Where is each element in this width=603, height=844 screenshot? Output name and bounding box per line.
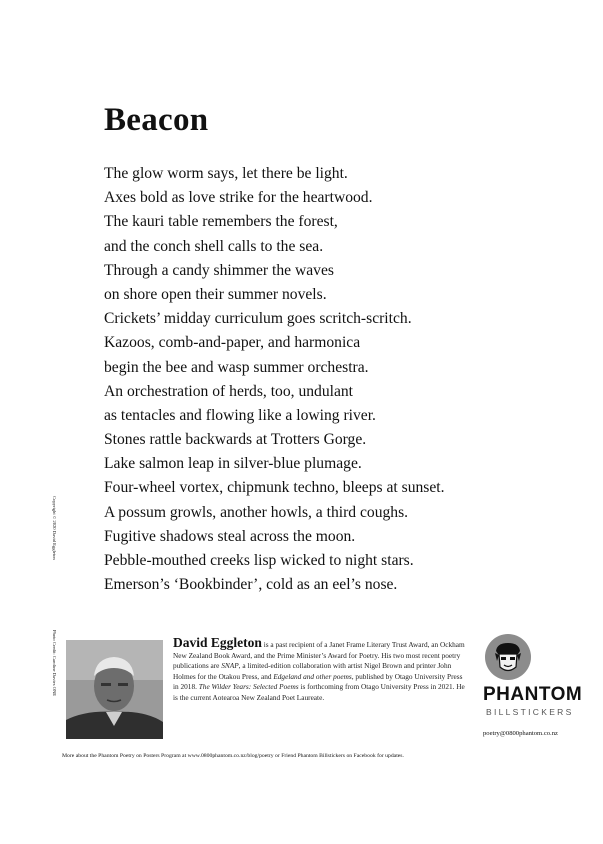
poem-line: The kauri table remembers the forest, [104,213,338,231]
poem-line: A possum growls, another howls, a third coughs. [104,503,409,521]
poem-title: Beacon [104,102,209,138]
poem-line: begin the bee and wasp summer orchestra. [104,358,369,376]
bio-title-wilder-years: The Wilder Years: Selected Poems [198,682,299,692]
phantom-logo-icon [485,634,531,680]
author-bio [173,635,468,704]
poem-line: Emerson’s ‘Bookbinder’, cold as an eel’s nose. [104,576,398,594]
poem-line: Stones rattle backwards at Trotters Gorge. [104,431,367,449]
contact-email[interactable]: poetry@0800phantom.co.nz [483,730,558,737]
bio-text: , a limited-edition collaboration with artist Nigel Brown and printer John Holmes for the Otakou Press, and [173,661,452,681]
poem-line: Crickets’ midday curriculum goes scritch-scritch. [104,310,412,328]
copyright-notice: Copyright © 2020 David Eggleton [52,496,57,560]
poem-line: as tentacles and flowing like a lowing river. [104,406,376,424]
poem-line: and the conch shell calls to the sea. [104,237,324,255]
poem-line: Axes bold as love strike for the heartwood. [104,189,373,207]
bio-text: , published by Otago University Press in 2018. [173,671,463,692]
poem-line: Lake salmon leap in silver-blue plumage. [104,455,362,473]
poem-line: An orchestration of herds, too, undulant [104,382,354,400]
poem-line: Four-wheel vortex, chipmunk techno, bleeps at sunset. [104,479,445,497]
poem-line: Through a candy shimmer the waves [104,261,334,279]
poem-line: Kazoos, comb-and-paper, and harmonica [104,334,361,352]
poem-line: Fugitive shadows steal across the moon. [104,527,356,545]
author-portrait-photo [66,640,163,739]
bio-text: is forthcoming from Otago University Press in 2021. He is the current Aotearoa New Zealand Poet Laureate. [173,682,465,702]
poem-line: on shore open their summer novels. [104,285,327,303]
poem-body [104,162,524,597]
bio-title-snap: SNAP [221,661,239,671]
brand-subtitle: BILLSTICKERS [486,707,574,717]
author-name: David Eggleton [173,635,262,650]
footer-note: More about the Phantom Poetry on Posters Program at www.0800phantom.co.nz/blog/poetry or Friend Phantom Billstickers on Facebook for updates. [62,753,404,759]
brand-name: PHANTOM [483,684,583,705]
bio-title-edgeland: Edgeland and other poems [273,671,352,681]
photo-credit: Photo Credit: Caroline Davies ONE [52,630,57,697]
poem-line: The glow worm says, let there be light. [104,165,348,182]
poem-line: Pebble-mouthed creeks lisp wicked to night stars. [104,552,414,569]
bio-text: is a past recipient of a Janet Frame Literary Trust Award, an Ockham New Zealand Book Award, and the Prime Minister’s Award for Poetry. His two most recent poetry publications are [173,640,465,671]
